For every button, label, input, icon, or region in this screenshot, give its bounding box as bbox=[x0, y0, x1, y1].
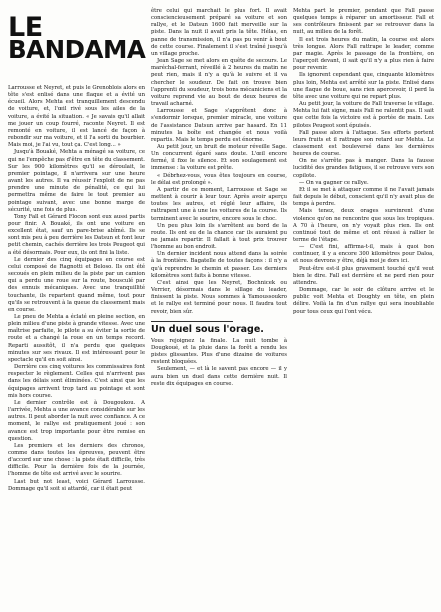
paragraph: Mehta part le premier, pendant que Fall passe quelques temps à réparer un amortisseur. Fall et ses contrôleurs finissent par se retrouver dans la nuit, au milieu de la forêt. bbox=[293, 8, 434, 36]
paragraph: Mais tenez, deux orages survinrent d'une violence qu'on ne rencontre que sous les tropiques. A 70 à l'heure, on n'y voyait plus rien. Ils ont continué tout de même et ont réussi à rallier le terme de l'étape. bbox=[293, 208, 434, 243]
title-main: BANDAMA bbox=[8, 35, 146, 65]
paragraph: Larrousse et Sage s'apprêtent donc à s'endormir lorsque, premier miracle, une voiture de l'assistance Datsun arrive par hasard. En 11 minutes la boîte est changée et nous voilà repartis. Mais le temps perdu est énorme. bbox=[151, 108, 287, 143]
paragraph: Il est trois heures du matin, la course est alors très longue. Alors Fall rattrape le leader, comme par magie. Après le passage de la frontière, on l'aperçoit devant, il sait qu'il n'y a plus rien à faire pour revenir. bbox=[293, 36, 434, 72]
paragraph: On ne s'arrête pas à manger. Dans la fausse lucidité des grandes fatigues, il se retrouve vers son copilote. bbox=[293, 158, 434, 179]
paragraph: Last but not least, voici Gérard Larrousse. Dommage qu'il soit si attardé, car il était peut bbox=[8, 478, 145, 492]
paragraph: Tony Fall et Gérard Flocon sont eux aussi partis pour finir. A Bouaké, ils ont une voiture en excellent état, sauf un pare-brise abîmé. Ils se sont mis peu à peu derrière les Datsun et font leur petit chemin, cachés derrière les trois Peugeot qui a été désormais. Pour eux, ils ont fini la liste. bbox=[8, 213, 145, 256]
paragraph: Fall passe alors à l'attaque. Ses efforts portent leurs fruits et il rattrape son retard sur Mehta. Le classement est bouleversé dans les dernières heures de course. bbox=[293, 129, 434, 158]
paragraph: Au petit jour, un bruit de moteur réveille Sage. Un concurrent égaré sans doute. L'œil encore fermé, il fixe le silence. Et son soulagement est immense : la voiture est prête. bbox=[151, 143, 287, 172]
paragraph: Le dernier contrôle est à Dougoukou. A l'arrivée, Mehta a une avance considérable sur les autres. Il peut aborder la nuit avec confiance. A ce moment, le rallye est pratiquement joué : son avance est trop importante pour être remise en question. bbox=[8, 399, 145, 442]
paragraph: Au petit jour, la voiture de Fall traverse le village. Mehta lui fait signe, mais Fall ne ralentit pas. Il sait que cette fois la victoire est à portée de main. Les pilotes Peugeot sont épuisés. bbox=[293, 101, 434, 129]
paragraph: Jean Sage se met alors en quête de secours. Le maréchal-ferrant, réveillé à 2 heures du matin ne peut rien, mais il n'y a qu'à le suivre et il va chercher le soudeur. De fait on trouve bien l'apprenti du soudeur, trois bons mécaniciens et la voiture reprend vie au bout de deux heures de travail acharné. bbox=[151, 58, 287, 108]
paragraph: Un peu plus loin ils s'arrêtent au bord de la route. Ils ont eu de la chance car ils auraient pu ne jamais repartir. Il fallait à tout prix trouver l'homme au bon endroit. bbox=[151, 222, 287, 251]
paragraph: Vous rejoignez la finale. La nuit tombe à Dougkoué, et la pluie dans la forêt a rendu les pistes glissantes. Plus d'une dizaine de voitures restent bloquées. bbox=[151, 337, 287, 366]
paragraph: Le dernier des cinq équipages en course est celui composé de Ragnotti et Beloso. Ils ont été secoués en plein milieu de la piste par un camion qui a perdu une roue sur la route, bousculé par des ennuis mécaniques. Avec une tranquillité touchante, ils repartent quand même, tout pour qu'ils se retrouvent à la queue du classement mais en course. bbox=[8, 256, 145, 313]
column-3 bbox=[293, 8, 434, 316]
article-title bbox=[8, 12, 146, 65]
paragraph: être celui qui marchait le plus fort. Il avait consciencieusement préparé sa voiture et son rallye, et le Datsun 1600 fait merveille sur la piste. Dans la nuit il avait pris la tête. Hélas, en panne de transmission, il n'a pas pu venir à bout de cette course. Finalement il s'est traîné jusqu'à un village proche. bbox=[151, 8, 287, 57]
paragraph: Peut-être est-il plus gravement touché qu'il veut bien le dire. Fall est derrière et ne perd rien pour attendre. bbox=[293, 265, 434, 286]
column-2 bbox=[151, 8, 287, 388]
paragraph: Derrière ces cinq voitures les commissaires font respecter le règlement. Celles qui n'arrivent pas dans les délais sont éliminées. C'est ainsi que les équipages arrivent trop tard au pointage et sont mis hors course. bbox=[8, 364, 145, 399]
paragraph: Dommage, car le soir de clôture arrive et le public voit Mehta et Doughty en tête, en plein délire. Voilà la fin d'un rallye qui sera inoubliable pour tous ceux qui l'ont vécu. bbox=[293, 287, 434, 315]
paragraph: Ils ignorent cependant que, cinquante kilomètres plus loin, Mehta est arrêté sur la piste. Enlisé dans une flaque de boue, sans rien apercevoir, il perd la tête avec une voiture qui ne repart plus. bbox=[293, 72, 434, 100]
paragraph: Un dernier incident nous attend dans la soirée à la frontière. Bagatelle de toutes façons : il n'y a qu'à reprendre le chemin et passer. Les derniers kilomètres sont faits à bonne vitesse. bbox=[151, 251, 287, 279]
paragraph: « Débrhez-vous, vous êtes toujours en course, le délai est prolongé ». bbox=[151, 172, 287, 186]
paragraph: C'est ainsi que les Neyret, Bochnicek ou Verrier, désormais dans le sillage du leader, finissent la piste. Nous sommes à Yamoussoukro et le rallye est terminé pour nous. Il faudra tout revoir, bien sûr. bbox=[151, 279, 287, 315]
section-subheading: Un duel sous l'orage. bbox=[151, 321, 287, 336]
paragraph: Larrousse et Neyret, et puis le Grenoblois alors en tête s'est enlisé dans une flaque et a évité un écueil. Alors Mehta est tranquillement descendu de voiture, et, l'œil rivé sous les ailes de la voiture, a évité la situation. « Je savais qu'il allait me jouer un coup fourré, raconte Neyret. Il est remonté en voiture, il est lancé de façon à rebondir sur ma voiture, et il l'a sorti du bourbier. Mais moi, je l'ai vu, tout ça. C'est long... » bbox=[8, 85, 145, 149]
paragraph: Et il se met à attaquer comme il ne l'avait jamais fait depuis le début, conscient qu'il n'y avait plus de temps à perdre. bbox=[293, 186, 434, 208]
paragraph: A partir de ce moment, Larrousse et Sage se mettent à courir à leur tour. Après avoir aperçu toutes les autres, et réglé leur affaire, ils rattrapent une à une les voitures de la course. Ils terminent avec le sourire, encore sous le choc. bbox=[151, 186, 287, 222]
paragraph: — C'est fini, affirma-t-il, mais à quoi bon continuer, il y a encore 300 kilomètres pour Daloa, et nous devrons y être, déjà moi je dors ici. bbox=[293, 244, 434, 265]
paragraph: Les premiers et les derniers des chronos, comme dans toutes les épreuves, peuvent être d'accord sur une chose : la piste était difficile, très difficile. Pour la dernière fois de la journée, l'homme de tête est arrivé avec le sourire. bbox=[8, 442, 145, 478]
column-1 bbox=[8, 85, 145, 493]
paragraph: Le pneu de Mehta a éclaté en pleine section, en plein milieu d'une piste à grande vitesse. Avec une maîtrise parfaite, le pilote a su éviter la sortie de route et a changé la roue en un temps record. Reparti aussitôt, il n'a perdu que quelques minutes sur ses rivaux. Il est intéressant pour le spectacle qu'il en soit ainsi. bbox=[8, 314, 145, 363]
paragraph: Seulement, — et là le savent pas encore — il y aura bien un duel dans cette dernière nuit. Il reste dix équipages en course. bbox=[151, 366, 287, 387]
title-prefix: LE bbox=[8, 12, 43, 43]
paragraph: Jusqu'à Bouaké, Mehta a ménagé sa voiture, ce qui ne l'empêche pas d'être en tête du classement. Sur les 900 kilomètres qu'il se déroulait, le premier pointage, il n'arrivera sur une heure avant les autres. Il va réussir l'exploit de ne pas prendre une minute de pénalité, ce qui lui permettra même de faire le tout premier au pointage suivant, avec une bonne marge de sécurité, une fois de plus. bbox=[8, 149, 145, 213]
paragraph: — On va gagner ce rallye. bbox=[299, 179, 369, 186]
